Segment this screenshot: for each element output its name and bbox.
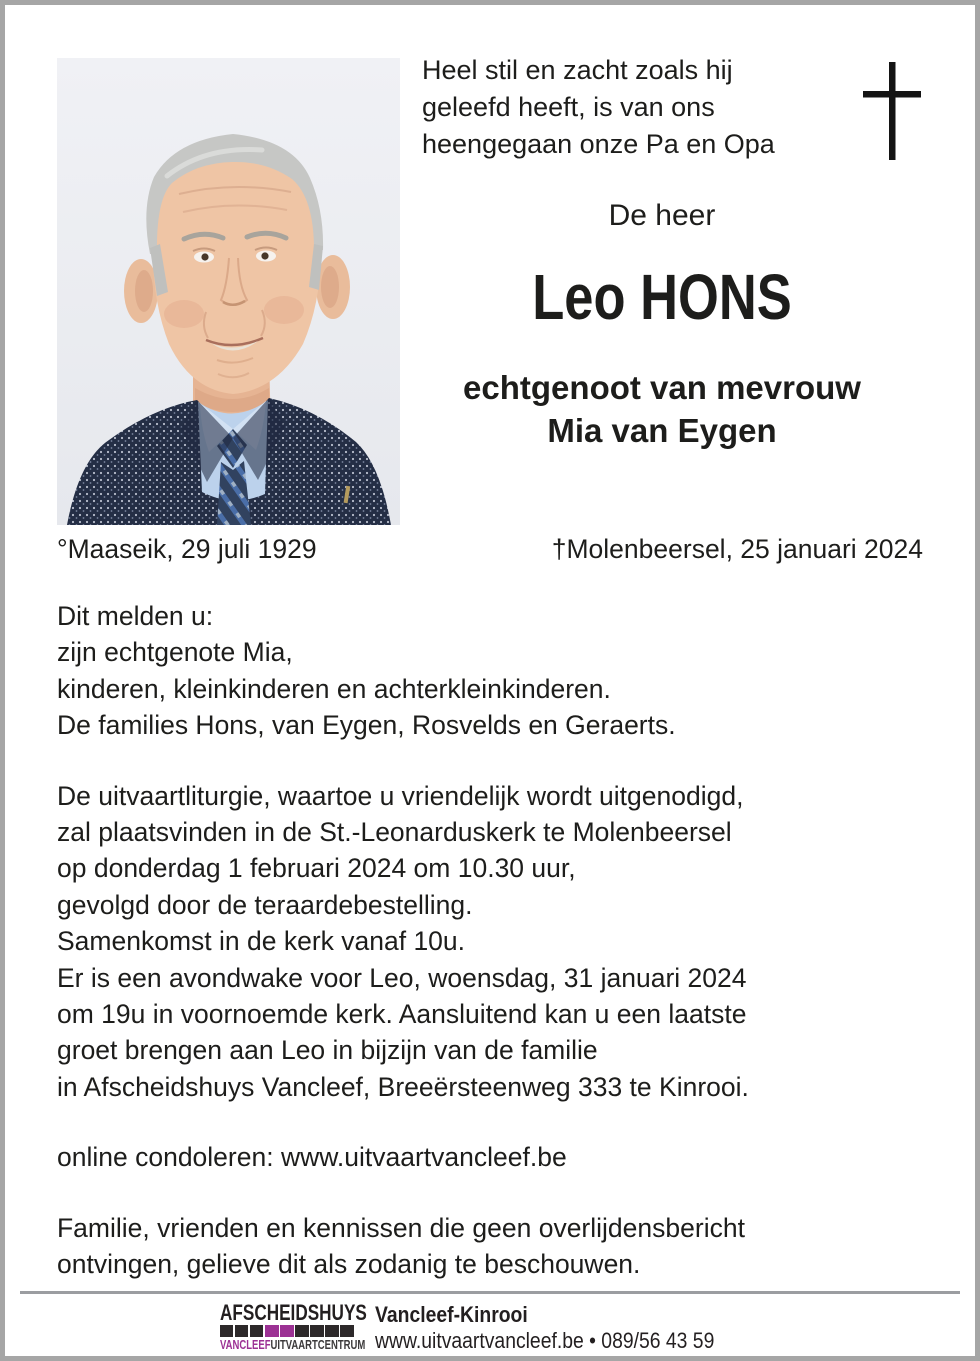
text-line: groet brengen aan Leo in bijzijn van de familie (57, 1035, 598, 1066)
text-line: zijn echtgenote Mia, (57, 637, 293, 668)
intro-text (422, 52, 902, 163)
text-line: gevolgd door de teraardebestelling. (57, 889, 473, 920)
text-line: op donderdag 1 februari 2024 om 10.30 uur, (57, 853, 576, 884)
header-column (422, 52, 902, 452)
company-name: Vancleef-Kinrooi (374, 1302, 528, 1327)
birth-date: °Maaseik, 29 juli 1929 (57, 534, 317, 564)
logo-squares (220, 1325, 355, 1337)
spouse-line (422, 366, 902, 452)
logo-square-dark (250, 1325, 264, 1337)
text-line: Samenkomst in de kerk vanaf 10u. (57, 926, 466, 957)
text-line: kinderen, kleinkinderen en achterkleinkinderen. (57, 673, 611, 704)
logo-square-purple (280, 1325, 294, 1337)
text-line: Heel stil en zacht zoals hij (422, 55, 733, 85)
text-line: Familie, vrienden en kennissen die geen overlijdensbericht (57, 1212, 745, 1243)
salutation: De heer (608, 199, 716, 232)
logo-square-dark (325, 1325, 339, 1337)
portrait-photo (57, 58, 400, 525)
afscheidshuys-logo (219, 1300, 367, 1352)
logo-vancleef: VANCLEEF (219, 1338, 271, 1352)
footer-divider (20, 1291, 960, 1294)
text-line: De families Hons, van Eygen, Rosvelds en Geraerts. (57, 710, 676, 741)
logo-uitvaartcentrum: UITVAARTCENTRUM (270, 1338, 366, 1352)
text-line: heengegaan onze Pa en Opa (422, 129, 775, 159)
text-line: Mia van Eygen (547, 412, 777, 449)
logo-square-dark (220, 1325, 234, 1337)
contact-line: www.uitvaartvancleef.be • 089/56 43 59 (374, 1328, 715, 1353)
online-condolence-line: online condoleren: www.uitvaartvancleef.be (57, 1142, 567, 1173)
notice-paragraph (57, 1210, 935, 1283)
portrait-photo-graphic (57, 58, 400, 525)
text-line: echtgenoot van mevrouw (463, 369, 861, 406)
logo-subtitle (219, 1338, 366, 1352)
text-line: om 19u in voornoemde kerk. Aansluitend kan u een laatste (57, 999, 747, 1030)
text-line: De uitvaartliturgie, waartoe u vriendelijk wordt uitgenodigd, (57, 780, 744, 811)
text-line: ontvingen, gelieve dit als zodanig te beschouwen. (57, 1249, 641, 1280)
logo-square-dark (310, 1325, 324, 1337)
death-date: †Molenbeersel, 25 januari 2024 (551, 534, 923, 564)
service-paragraph (57, 778, 935, 1106)
cross-icon (863, 62, 921, 160)
text-line: zal plaatsvinden in de St.-Leonarduskerk te Molenbeersel (57, 817, 732, 848)
text-line: Er is een avondwake voor Leo, woensdag, 31 januari 2024 (57, 962, 747, 993)
logo-square-dark (340, 1325, 354, 1337)
logo-title: AFSCHEIDSHUYS (219, 1300, 367, 1325)
deceased-name: Leo HONS (532, 261, 792, 333)
footer-contact-block (375, 1302, 714, 1354)
body-text (57, 598, 935, 1317)
footer (5, 1302, 975, 1354)
logo-square-dark (295, 1325, 309, 1337)
text-line: geleefd heeft, is van ons (422, 92, 715, 122)
text-line: in Afscheidshuys Vancleef, Breeërsteenweg 333 te Kinrooi. (57, 1071, 749, 1102)
logo-square-dark (235, 1325, 249, 1337)
announcement-paragraph (57, 598, 935, 744)
dates-row (57, 531, 923, 567)
text-line: Dit melden u: (57, 601, 214, 631)
logo-square-purple (265, 1325, 279, 1337)
